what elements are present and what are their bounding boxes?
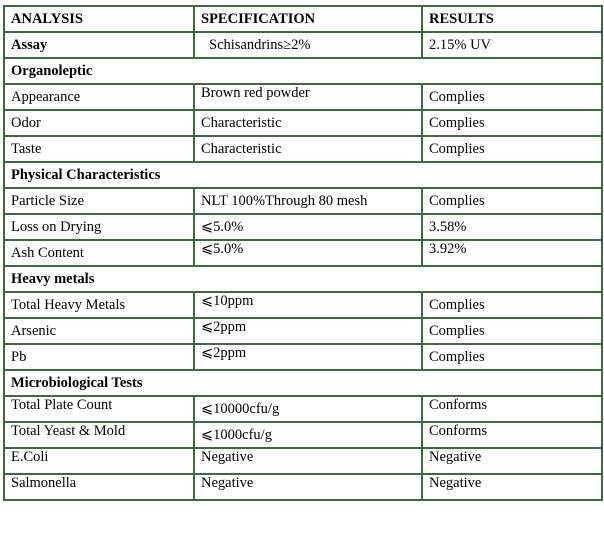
assay-spec: Schisandrins≥2%: [194, 32, 422, 58]
result-cell: Conforms: [422, 422, 602, 448]
section-title: Microbiological Tests: [4, 370, 602, 396]
analysis-cell: Taste: [4, 136, 194, 162]
section-microbiological: [4, 370, 602, 396]
analysis-cell: Total Plate Count: [4, 396, 194, 422]
analysis-cell: Arsenic: [4, 318, 194, 344]
result-cell: 3.58%: [422, 214, 602, 240]
analysis-cell: Pb: [4, 344, 194, 370]
result-cell: Complies: [422, 292, 602, 318]
result-cell: Complies: [422, 188, 602, 214]
spec-cell: Negative: [194, 474, 422, 500]
assay-result: 2.15% UV: [422, 32, 602, 58]
section-title: Heavy metals: [4, 266, 602, 292]
analysis-cell: Loss on Drying: [4, 214, 194, 240]
spec-cell: Negative: [194, 448, 422, 474]
result-cell: Complies: [422, 84, 602, 110]
result-cell: 3.92%: [422, 240, 602, 266]
table-row: [4, 292, 602, 318]
result-cell: Complies: [422, 318, 602, 344]
spec-cell: ⩽1000cfu/g: [194, 422, 422, 448]
header-results: RESULTS: [422, 6, 602, 32]
table-row: [4, 136, 602, 162]
analysis-cell: Total Heavy Metals: [4, 292, 194, 318]
result-cell: Complies: [422, 136, 602, 162]
spec-cell: Characteristic: [194, 110, 422, 136]
spec-cell: Characteristic: [194, 136, 422, 162]
table-row: [4, 110, 602, 136]
spec-cell: ⩽10000cfu/g: [194, 396, 422, 422]
table-row: [4, 474, 602, 500]
result-cell: Negative: [422, 474, 602, 500]
spec-cell: NLT 100%Through 80 mesh: [194, 188, 422, 214]
table-row: [4, 448, 602, 474]
section-heavy-metals: [4, 266, 602, 292]
assay-row: [4, 32, 602, 58]
result-cell: Conforms: [422, 396, 602, 422]
section-title: Physical Characteristics: [4, 162, 602, 188]
header-analysis: ANALYSIS: [4, 6, 194, 32]
table-row: [4, 84, 602, 110]
table-row: [4, 188, 602, 214]
section-title: Organoleptic: [4, 58, 602, 84]
table-row: [4, 344, 602, 370]
result-cell: Complies: [422, 110, 602, 136]
header-specification: SPECIFICATION: [194, 6, 422, 32]
table-row: [4, 318, 602, 344]
spec-cell: ⩽5.0%: [194, 214, 422, 240]
spec-cell: ⩽5.0%: [194, 240, 422, 266]
spec-cell: ⩽2ppm: [194, 344, 422, 370]
table-row: [4, 396, 602, 422]
analysis-cell: E.Coli: [4, 448, 194, 474]
result-cell: Complies: [422, 344, 602, 370]
specification-table: [3, 5, 603, 501]
analysis-cell: Particle Size: [4, 188, 194, 214]
table-row: [4, 214, 602, 240]
analysis-cell: Odor: [4, 110, 194, 136]
analysis-cell: Total Yeast & Mold: [4, 422, 194, 448]
spec-cell: Brown red powder: [194, 84, 422, 110]
result-cell: Negative: [422, 448, 602, 474]
table-row: [4, 422, 602, 448]
analysis-cell: Salmonella: [4, 474, 194, 500]
section-physical: [4, 162, 602, 188]
analysis-cell: Appearance: [4, 84, 194, 110]
section-organoleptic: [4, 58, 602, 84]
analysis-cell: Ash Content: [4, 240, 194, 266]
assay-label: Assay: [4, 32, 194, 58]
table-row: [4, 240, 602, 266]
header-row: [4, 6, 602, 32]
spec-cell: ⩽2ppm: [194, 318, 422, 344]
spec-cell: ⩽10ppm: [194, 292, 422, 318]
